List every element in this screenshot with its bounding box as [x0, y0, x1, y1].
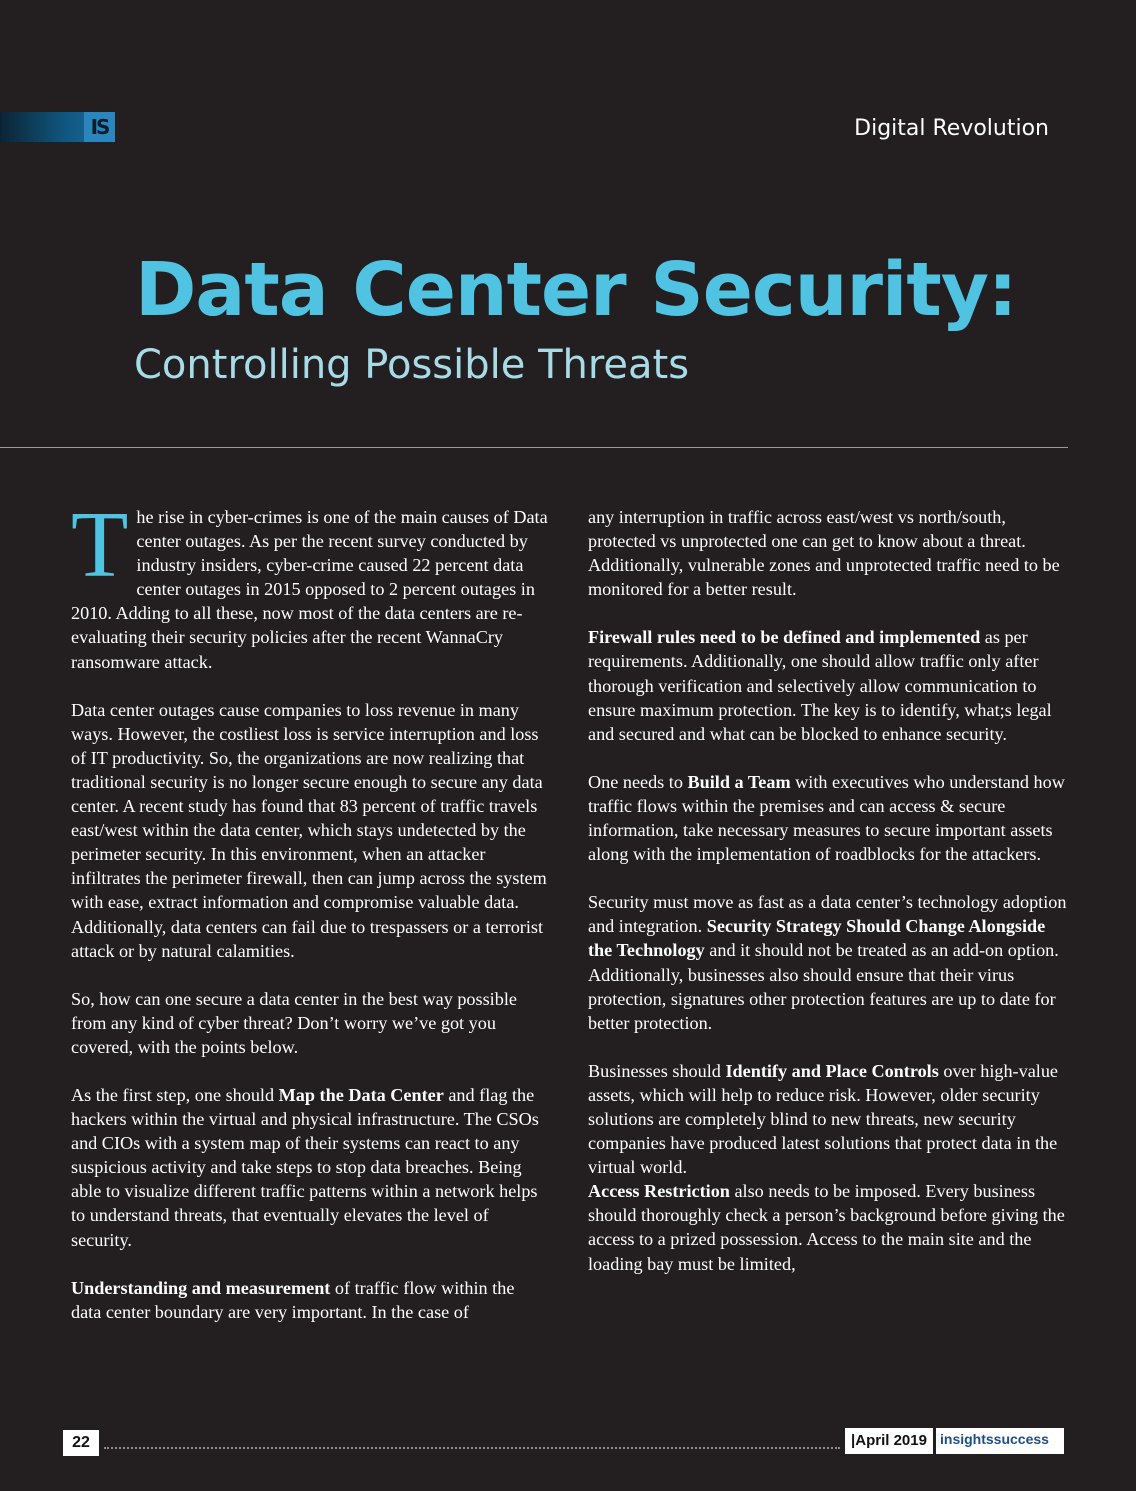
left-column [71, 493, 549, 1324]
brand-logo: insightssuccess [936, 1428, 1064, 1454]
right-column [588, 505, 1070, 1276]
paragraph-text: and it should not be treated as an add-on option. Additionally, businesses also should ensure that their virus protection, signatures other protection features are up to date for better protection. [588, 940, 1059, 1033]
paragraph-text: One needs to [588, 771, 688, 792]
magazine-logo-bar [0, 112, 115, 142]
magazine-logo-icon: IS [84, 112, 115, 142]
paragraph-text: with executives who understand how traffic flows within the premises and can access & secure information, take necessary measures to secure important assets along with the implementation of roadblocks for the attackers. [588, 771, 1065, 865]
paragraph-access [588, 1179, 1070, 1275]
bold-phrase: Understanding and measurement [71, 1277, 331, 1298]
paragraph-text: over high-value assets, which will help to reduce risk. However, older security solutions are completely blind to new threats, new security companies have produced latest solutions that protect data in the virtual world. [588, 1060, 1058, 1178]
paragraph-text: Security must move as fast as a data center’s technology adoption [588, 892, 1067, 913]
footer-dotted-rule [104, 1447, 840, 1449]
paragraph-text: of traffic flow within the data center boundary are very important. In the case of [71, 1277, 515, 1322]
section-label: Digital Revolution [854, 116, 1049, 141]
bold-phrase: Map the Data Center [278, 1084, 444, 1105]
bold-phrase: Security Strategy Should Change Alongside the Technology [588, 916, 1046, 961]
paragraph-text: he rise in cyber-crimes is one of the main causes of Data center outages. As per the recent survey conducted by industry insiders, cyber-crime caused 22 percent data center outages in 2015 opposed to 2 percent outages in 2010. Adding to all these, now most of the data centers are re-evaluating their security policies after the recent WannaCry ransomware attack. [71, 507, 548, 672]
paragraph-text: As the first step, one should [71, 1084, 279, 1105]
paragraph-outages: Data center outages cause companies to loss revenue in many ways. However, the costliest loss is service interruption and loss of IT productivity. So, the organizations are now realizing that traditional security is no longer secure enough to secure any data center. A recent study has found that 83 percent of traffic travels east/west within the data center, which stays undetected by the perimeter security. In this environment, when an attacker infiltrates the perimeter firewall, then can jump across the system with ease, extract information and compromise valuable data. Additionally, data centers can fail due to trespassers or a terrorist attack or by natural calamities. [71, 699, 547, 961]
paragraph-team [588, 770, 1070, 866]
title-divider [0, 447, 1068, 448]
paragraph-understanding [71, 1276, 549, 1324]
article-title: Data Center Security: [135, 247, 1017, 333]
paragraph-understanding-cont [588, 505, 1070, 601]
paragraph-text: Businesses should [588, 1060, 726, 1081]
drop-cap: T [71, 493, 129, 597]
paragraph-text: any interruption in traffic across east/west vs north/south, protected vs unprotected one can get to know about a threat. Additionally, vulnerable zones and unprotected traffic need to be monitored for a better result. [588, 507, 1060, 600]
paragraph-intro [71, 493, 549, 674]
bold-phrase: Identify and Place Controls [725, 1060, 939, 1081]
page-number: 22 [63, 1430, 99, 1456]
paragraph-text: as per requirements. Additionally, one should allow traffic only after thorough verification and selectively allow communication to ensure maximum protection. The key is to identify, what;s legal and secured and what can be blocked to enhance security. [588, 627, 1052, 744]
paragraph-controls [588, 1059, 1070, 1179]
paragraph-text: also needs to be imposed. Every business should thoroughly check a person’s background before giving the access to a prized possession. Access to the main site and the loading bay must be limited, [588, 1181, 1065, 1274]
paragraph-strategy [588, 890, 1070, 1035]
paragraph-map [71, 1083, 549, 1252]
bold-phrase: Build a Team [687, 771, 791, 792]
issue-date: |April 2019 [845, 1428, 933, 1454]
article-subtitle: Controlling Possible Threats [134, 342, 690, 388]
paragraph-text: and integration. [588, 916, 707, 937]
bold-phrase: Access Restriction [588, 1181, 730, 1202]
paragraph-firewall [588, 625, 1070, 745]
paragraph-text: and flag the hackers within the virtual and physical infrastructure. The CSOs and CIOs with a system map of their systems can react to any suspicious activity and take steps to stop data breaches. Being able to visualize different traffic patterns within a network helps to understand threats, that eventually elevates the level of security. [71, 1084, 539, 1250]
bold-phrase: Firewall rules need to be defined and implemented [588, 627, 981, 648]
paragraph-question: So, how can one secure a data center in the best way possible from any kind of cyber threat? Don’t worry we’ve got you covered, with the points below. [71, 988, 517, 1057]
